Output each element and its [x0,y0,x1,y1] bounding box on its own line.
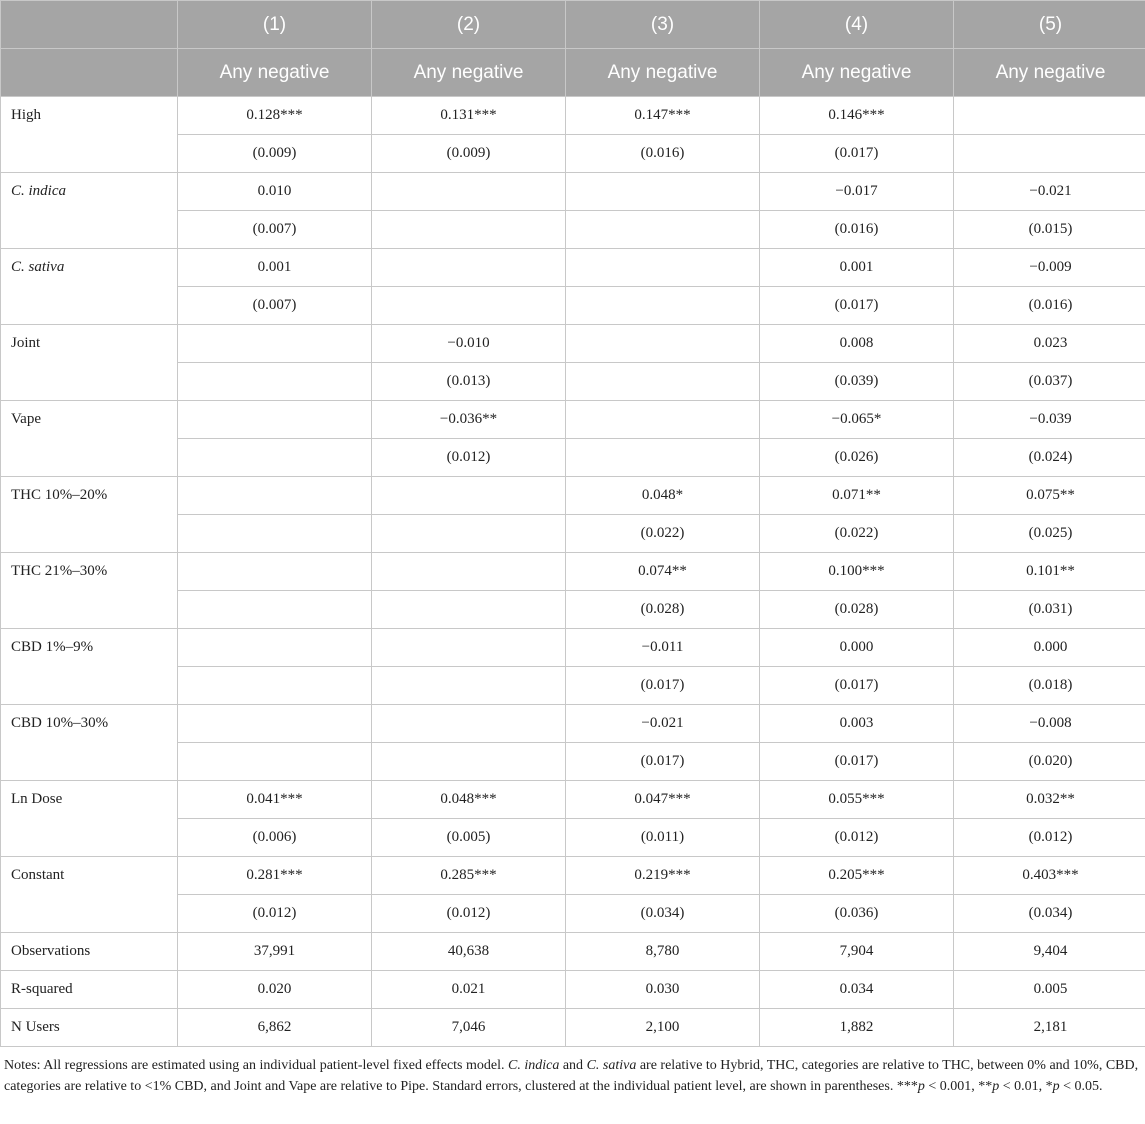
standard-error-cell: (0.034) [954,895,1145,933]
standard-error-cell: (0.039) [760,363,954,401]
variable-label [1,553,178,629]
standard-error-cell: (0.024) [954,439,1145,477]
coefficient-cell: 0.071** [760,477,954,515]
standard-error-cell: (0.009) [372,135,566,173]
standard-error-cell: (0.037) [954,363,1145,401]
coefficient-cell [566,325,760,363]
coefficient-cell: 0.023 [954,325,1145,363]
table-header [1,1,1145,97]
statistic-cell: 7,904 [760,933,954,971]
coefficient-cell: 0.008 [760,325,954,363]
statistic-row [1,1009,1145,1047]
coefficient-row [1,781,1145,819]
statistic-row [1,971,1145,1009]
coefficient-cell [372,249,566,287]
variable-label [1,629,178,705]
standard-error-cell: (0.005) [372,819,566,857]
coefficient-row [1,857,1145,895]
coefficient-cell: 0.403*** [954,857,1145,895]
statistic-cell: 1,882 [760,1009,954,1047]
coefficient-cell: 0.048*** [372,781,566,819]
variable-label-text: CBD 10%–30% [11,715,109,731]
standard-error-cell: (0.009) [178,135,372,173]
standard-error-cell: (0.017) [566,667,760,705]
standard-error-cell [372,287,566,325]
standard-error-cell [566,287,760,325]
notes-text: < 0.01, * [999,1079,1053,1094]
standard-error-cell [178,591,372,629]
standard-error-cell [178,515,372,553]
coefficient-cell [372,477,566,515]
coefficient-cell [372,553,566,591]
table-body [1,97,1145,1047]
header-corner-cell [1,1,178,49]
standard-error-cell: (0.012) [178,895,372,933]
variable-label [1,401,178,477]
statistic-cell: 37,991 [178,933,372,971]
notes-italic: C. indica [508,1058,560,1073]
variable-label-text: C. indica [11,183,66,199]
standard-error-cell: (0.012) [760,819,954,857]
standard-error-cell: (0.025) [954,515,1145,553]
standard-error-cell: (0.020) [954,743,1145,781]
variable-label-text: Constant [11,867,65,883]
statistic-label: R-squared [1,971,178,1009]
standard-error-cell: (0.012) [954,819,1145,857]
model-number: (1) [178,1,372,49]
coefficient-cell [178,325,372,363]
variable-label-text: Joint [11,335,41,351]
coefficient-cell: 0.146*** [760,97,954,135]
standard-error-cell: (0.012) [372,895,566,933]
coefficient-cell [372,629,566,667]
coefficient-cell: 0.010 [178,173,372,211]
standard-error-cell: (0.028) [760,591,954,629]
statistic-cell: 0.034 [760,971,954,1009]
model-number: (2) [372,1,566,49]
standard-error-cell [372,515,566,553]
standard-error-cell [566,439,760,477]
standard-error-cell [372,667,566,705]
standard-error-cell: (0.015) [954,211,1145,249]
variable-label [1,857,178,933]
standard-error-cell [178,363,372,401]
standard-error-cell: (0.012) [372,439,566,477]
coefficient-row [1,249,1145,287]
dependent-label: Any negative [372,49,566,97]
standard-error-cell: (0.007) [178,287,372,325]
coefficient-row [1,173,1145,211]
statistic-label: Observations [1,933,178,971]
standard-error-cell [372,743,566,781]
coefficient-cell: 0.000 [954,629,1145,667]
statistic-cell: 0.005 [954,971,1145,1009]
coefficient-cell: 0.147*** [566,97,760,135]
model-number: (3) [566,1,760,49]
coefficient-cell: 0.001 [178,249,372,287]
statistic-cell: 40,638 [372,933,566,971]
standard-error-cell: (0.006) [178,819,372,857]
variable-label-text: C. sativa [11,259,65,275]
statistic-cell: 2,100 [566,1009,760,1047]
standard-error-cell: (0.031) [954,591,1145,629]
notes-text: and [559,1058,587,1073]
coefficient-row [1,477,1145,515]
variable-label-text: THC 10%–20% [11,487,108,503]
statistic-cell: 8,780 [566,933,760,971]
standard-error-cell [372,591,566,629]
model-number: (5) [954,1,1145,49]
coefficient-cell: −0.017 [760,173,954,211]
standard-error-cell: (0.017) [566,743,760,781]
dependent-label: Any negative [178,49,372,97]
coefficient-cell: 0.048* [566,477,760,515]
statistic-cell: 0.020 [178,971,372,1009]
coefficient-cell [178,705,372,743]
coefficient-cell: 0.219*** [566,857,760,895]
coefficient-cell: 0.074** [566,553,760,591]
coefficient-cell: 0.100*** [760,553,954,591]
statistic-cell: 6,862 [178,1009,372,1047]
variable-label [1,173,178,249]
notes-text: are relative to Hybrid, THC, categories are relative to THC, between 0% and 10%, CBD, categories are relative to <1% CBD, and Joint and Vape are relative to Pipe. Standard errors, clustered at the individual patient level, are shown in parentheses. *** [4,1058,1139,1094]
coefficient-cell [566,401,760,439]
coefficient-cell: −0.021 [954,173,1145,211]
coefficient-row [1,629,1145,667]
variable-label-text: Ln Dose [11,791,63,807]
coefficient-cell [954,97,1145,135]
variable-label [1,781,178,857]
statistic-cell: 7,046 [372,1009,566,1047]
standard-error-cell: (0.011) [566,819,760,857]
dependent-label: Any negative [954,49,1145,97]
variable-label-text: Vape [11,411,41,427]
coefficient-cell: 0.055*** [760,781,954,819]
coefficient-cell [178,553,372,591]
coefficient-cell: 0.075** [954,477,1145,515]
notes-text: < 0.001, ** [924,1079,993,1094]
coefficient-cell: 0.128*** [178,97,372,135]
dependent-variable-row [1,49,1145,97]
coefficient-cell: 0.205*** [760,857,954,895]
model-number: (4) [760,1,954,49]
notes-italic: p [1052,1079,1060,1094]
coefficient-cell [372,705,566,743]
coefficient-cell: 0.047*** [566,781,760,819]
standard-error-cell: (0.022) [566,515,760,553]
standard-error-cell: (0.028) [566,591,760,629]
standard-error-cell: (0.017) [760,287,954,325]
standard-error-cell: (0.018) [954,667,1145,705]
standard-error-cell: (0.007) [178,211,372,249]
standard-error-cell: (0.026) [760,439,954,477]
standard-error-cell [178,667,372,705]
standard-error-cell: (0.013) [372,363,566,401]
variable-label-text: CBD 1%–9% [11,639,94,655]
standard-error-cell: (0.017) [760,135,954,173]
statistic-cell: 2,181 [954,1009,1145,1047]
statistic-cell: 9,404 [954,933,1145,971]
statistic-row [1,933,1145,971]
variable-label [1,477,178,553]
header-corner-cell [1,49,178,97]
variable-label [1,705,178,781]
model-number-row [1,1,1145,49]
variable-label-text: THC 21%–30% [11,563,108,579]
coefficient-cell: 0.000 [760,629,954,667]
coefficient-cell [566,173,760,211]
statistic-label: N Users [1,1009,178,1047]
standard-error-cell [178,439,372,477]
notes-italic: C. sativa [586,1058,637,1073]
dependent-label: Any negative [760,49,954,97]
standard-error-cell: (0.016) [760,211,954,249]
standard-error-cell [954,135,1145,173]
variable-label [1,249,178,325]
standard-error-cell: (0.017) [760,667,954,705]
statistic-cell: 0.021 [372,971,566,1009]
coefficient-cell: −0.010 [372,325,566,363]
standard-error-cell [178,743,372,781]
coefficient-cell [178,477,372,515]
coefficient-cell: 0.131*** [372,97,566,135]
coefficient-cell: 0.101** [954,553,1145,591]
coefficient-cell: −0.065* [760,401,954,439]
notes-text: < 0.05. [1059,1079,1103,1094]
table-notes [0,1047,1145,1097]
coefficient-cell: −0.009 [954,249,1145,287]
coefficient-row [1,97,1145,135]
coefficient-cell: 0.032** [954,781,1145,819]
variable-label-text: High [11,107,41,123]
coefficient-cell: 0.281*** [178,857,372,895]
standard-error-cell: (0.016) [566,135,760,173]
standard-error-cell: (0.034) [566,895,760,933]
coefficient-cell [178,629,372,667]
coefficient-cell: −0.036** [372,401,566,439]
coefficient-cell: 0.285*** [372,857,566,895]
dependent-label: Any negative [566,49,760,97]
notes-italic: p [992,1079,1000,1094]
coefficient-cell: 0.041*** [178,781,372,819]
notes-italic: p [917,1079,925,1094]
coefficient-row [1,325,1145,363]
standard-error-cell: (0.017) [760,743,954,781]
coefficient-row [1,553,1145,591]
standard-error-cell: (0.022) [760,515,954,553]
standard-error-cell: (0.036) [760,895,954,933]
coefficient-cell [178,401,372,439]
statistic-cell: 0.030 [566,971,760,1009]
coefficient-cell: −0.021 [566,705,760,743]
standard-error-cell [566,363,760,401]
coefficient-cell: 0.001 [760,249,954,287]
coefficient-cell: −0.011 [566,629,760,667]
coefficient-row [1,401,1145,439]
coefficient-cell [566,249,760,287]
coefficient-cell: −0.008 [954,705,1145,743]
coefficient-cell: 0.003 [760,705,954,743]
standard-error-cell [566,211,760,249]
standard-error-cell [372,211,566,249]
coefficient-cell: −0.039 [954,401,1145,439]
standard-error-cell: (0.016) [954,287,1145,325]
coefficient-cell [372,173,566,211]
variable-label [1,325,178,401]
notes-text: Notes: All regressions are estimated using an individual patient-level fixed effects model. [4,1058,508,1073]
variable-label [1,97,178,173]
coefficient-row [1,705,1145,743]
